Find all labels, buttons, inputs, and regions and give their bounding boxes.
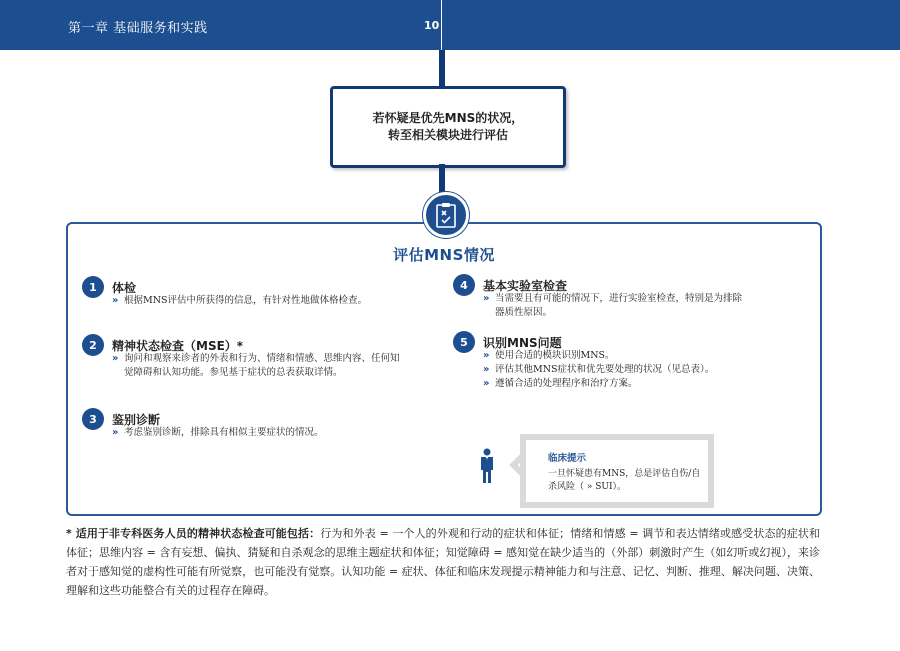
clinical-tip-title: 临床提示: [548, 453, 587, 464]
step-bullets: [112, 426, 432, 440]
step-title: 鉴别诊断: [112, 413, 161, 427]
list-item: » 考虑鉴别诊断，排除具有相似主要症状的情况。: [112, 427, 324, 438]
step-number: 2: [82, 334, 104, 356]
step-number: 3: [82, 408, 104, 430]
list-item: » 询问和观察来诊者的外表和行为、情绪和情感、思维内容、任何知觉障碍和认知功能。参见基于症状的总表获取详情。: [112, 353, 400, 378]
list-item: » 使用合适的模块识别MNS。: [483, 350, 615, 361]
chevron-right-icon: »: [112, 427, 119, 438]
assessment-title: 评估MNS情况: [393, 246, 495, 264]
header-divider: [441, 0, 442, 50]
referral-line-1: 若怀疑是优先MNS的状况，: [372, 111, 524, 125]
chevron-right-icon: »: [112, 353, 119, 364]
step-title: 体检: [112, 281, 137, 295]
chevron-right-icon: »: [483, 378, 490, 389]
step-title: 精神状态检查（MSE）*: [112, 339, 244, 353]
step-number: 1: [82, 276, 104, 298]
list-item: » 遵循合适的处理程序和治疗方案。: [483, 378, 638, 389]
clipboard-check-icon-svg: [434, 202, 458, 228]
list-item: » 评估其他MNS症状和优先要处理的状况（见总表）。: [483, 364, 715, 375]
clipboard-check-icon: [423, 192, 469, 238]
chevron-right-icon: »: [483, 350, 490, 361]
clinical-tip-text: 一旦怀疑患有MNS，总是评估自伤/自杀风险（ » SUI）。: [548, 469, 701, 492]
assessment-panel: [66, 222, 822, 516]
step-title: 识别MNS问题: [483, 336, 562, 350]
referral-box: [330, 86, 566, 168]
step-bullets: [483, 349, 803, 391]
referral-line-2: 转至相关模块进行评估: [387, 128, 508, 142]
flow-connector-middle: [439, 164, 445, 194]
chevron-right-icon: »: [483, 293, 490, 304]
chevron-right-icon: »: [112, 295, 119, 306]
footnote-lead: * 适用于非专科医务人员的精神状态检查可能包括：: [66, 527, 321, 540]
clinical-tip-box: [520, 434, 714, 508]
step-title: 基本实验室检查: [483, 279, 568, 293]
page-header: [0, 0, 900, 50]
step-number: 5: [453, 331, 475, 353]
list-item: » 当需要且有可能的情况下，进行实验室检查，特别是为排除器质性原因。: [483, 293, 743, 318]
page-number: 10: [424, 19, 440, 32]
footnote: [66, 524, 820, 600]
doctor-icon: [478, 448, 496, 484]
flow-connector-top: [439, 50, 445, 86]
step-bullets: [112, 352, 402, 380]
step-number: 4: [453, 274, 475, 296]
footnote-body: 行为和外表 = 一个人的外观和行动的症状和体征；情绪和情感 = 调节和表达情绪或感受状态的症状和体征；思维内容 = 含有妄想、偏执、猜疑和自杀观念的思维主题症状和体征；知觉障碍 = 感知觉在缺少适当的（外部）刺激时产生（如幻听或幻视），来诊者对于感知觉的虚构性可能有所觉察，也可能没有觉察。认知功能 = 症状、体征和临床发现提示精神能力和与注意、记忆、判断、推理、解决问题、决策、理解和这些功能整合有关的过程存在障碍。: [66, 527, 820, 597]
step-bullets: [112, 294, 432, 308]
step-bullets: [483, 292, 748, 320]
list-item: » 根据MNS评估中所获得的信息，有针对性地做体格检查。: [112, 295, 368, 306]
chapter-title: 第一章 基础服务和实践: [68, 21, 208, 36]
chevron-right-icon: »: [483, 364, 490, 375]
